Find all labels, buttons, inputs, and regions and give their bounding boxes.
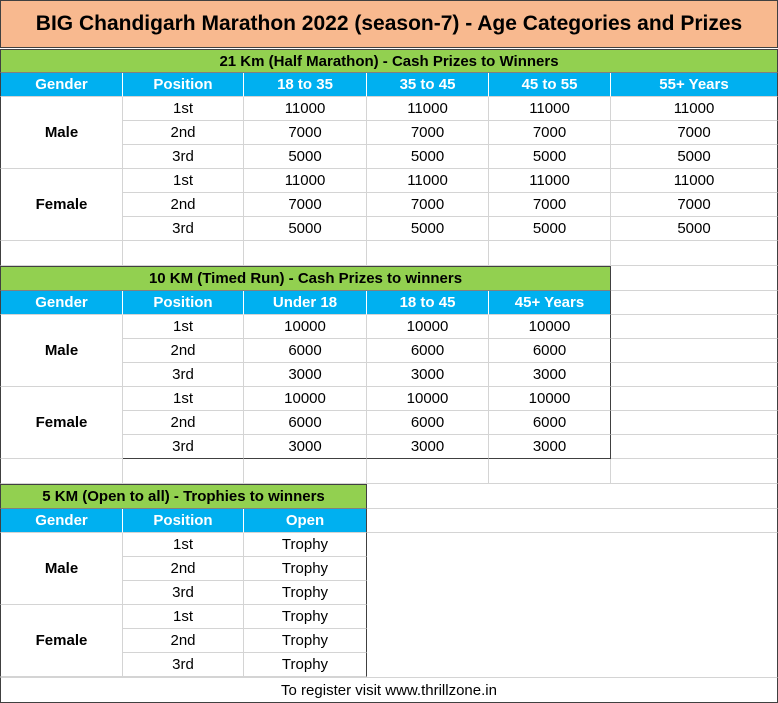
blank-cell <box>611 387 778 411</box>
gender-cell-female: Female <box>0 387 123 459</box>
blank-cell <box>611 241 778 266</box>
position-cell: 3rd <box>123 217 244 241</box>
column-header-position: Position <box>123 509 244 533</box>
column-header-age-group: 45 to 55 <box>489 73 611 97</box>
blank-cell <box>0 459 123 484</box>
prize-cell: 7000 <box>611 121 778 145</box>
blank-cell <box>611 484 778 509</box>
prize-cell: 6000 <box>244 411 367 435</box>
prize-cell: 5000 <box>611 217 778 241</box>
blank-cell <box>0 241 123 266</box>
prize-cell: 11000 <box>611 97 778 121</box>
prize-cell: 11000 <box>489 169 611 193</box>
position-cell: 3rd <box>123 363 244 387</box>
position-cell: 2nd <box>123 629 244 653</box>
blank-cell <box>489 241 611 266</box>
position-cell: 3rd <box>123 581 244 605</box>
prize-cell: 3000 <box>489 363 611 387</box>
column-header-age-group: Under 18 <box>244 291 367 315</box>
prize-cell: Trophy <box>244 533 367 557</box>
column-header-open: Open <box>244 509 367 533</box>
position-cell: 3rd <box>123 145 244 169</box>
prize-cell: 11000 <box>244 169 367 193</box>
sheet-title: BIG Chandigarh Marathon 2022 (season-7) - Age Categories and Prizes <box>0 0 778 48</box>
gender-cell-female: Female <box>0 169 123 241</box>
blank-cell <box>367 241 489 266</box>
blank-cell <box>123 459 244 484</box>
blank-cell <box>611 411 778 435</box>
position-cell: 1st <box>123 169 244 193</box>
blank-cell <box>244 459 367 484</box>
blank-cell <box>611 363 778 387</box>
prize-cell: 7000 <box>244 121 367 145</box>
prize-cell: 11000 <box>489 97 611 121</box>
blank-cell <box>611 509 778 533</box>
prize-cell: 5000 <box>489 217 611 241</box>
prize-cell: 10000 <box>367 387 489 411</box>
column-header-position: Position <box>123 73 244 97</box>
blank-cell <box>367 509 611 533</box>
position-cell: 2nd <box>123 411 244 435</box>
column-header-age-group: 35 to 45 <box>367 73 489 97</box>
section-heading-half-marathon: 21 Km (Half Marathon) - Cash Prizes to Winners <box>0 49 778 73</box>
prize-cell: 10000 <box>244 315 367 339</box>
column-header-position: Position <box>123 291 244 315</box>
column-header-age-group: 18 to 35 <box>244 73 367 97</box>
blank-cell <box>367 533 611 677</box>
column-header-age-group: 18 to 45 <box>367 291 489 315</box>
prize-cell: 3000 <box>244 435 367 459</box>
prize-cell: Trophy <box>244 557 367 581</box>
position-cell: 3rd <box>123 653 244 677</box>
prize-cell: 5000 <box>244 145 367 169</box>
prize-cell: 5000 <box>611 145 778 169</box>
position-cell: 3rd <box>123 435 244 459</box>
section-heading-5km: 5 KM (Open to all) - Trophies to winners <box>0 484 367 509</box>
blank-cell <box>611 291 778 315</box>
blank-cell <box>489 459 611 484</box>
prize-cell: 6000 <box>367 411 489 435</box>
prize-cell: 5000 <box>367 145 489 169</box>
prize-cell: Trophy <box>244 629 367 653</box>
gender-cell-male: Male <box>0 97 123 169</box>
blank-cell <box>611 339 778 363</box>
blank-cell <box>367 484 611 509</box>
prize-cell: 11000 <box>367 97 489 121</box>
blank-cell <box>611 315 778 339</box>
column-header-gender: Gender <box>0 73 123 97</box>
prize-cell: 6000 <box>489 339 611 363</box>
prize-cell: 7000 <box>489 193 611 217</box>
column-header-age-group: 55+ Years <box>611 73 778 97</box>
blank-cell <box>611 435 778 459</box>
position-cell: 2nd <box>123 193 244 217</box>
prize-cell: 11000 <box>611 169 778 193</box>
blank-cell <box>367 459 489 484</box>
prize-cell: 11000 <box>367 169 489 193</box>
prize-cell: 3000 <box>489 435 611 459</box>
prize-cell: Trophy <box>244 605 367 629</box>
prize-cell: 3000 <box>367 363 489 387</box>
position-cell: 1st <box>123 387 244 411</box>
prize-cell: 7000 <box>611 193 778 217</box>
prize-cell: 3000 <box>244 363 367 387</box>
prize-cell: Trophy <box>244 653 367 677</box>
prize-cell: 6000 <box>244 339 367 363</box>
prize-cell: Trophy <box>244 581 367 605</box>
prize-cell: 6000 <box>489 411 611 435</box>
position-cell: 2nd <box>123 339 244 363</box>
prize-cell: 7000 <box>367 193 489 217</box>
prize-cell: 5000 <box>367 217 489 241</box>
position-cell: 1st <box>123 315 244 339</box>
prize-cell: 11000 <box>244 97 367 121</box>
position-cell: 1st <box>123 533 244 557</box>
column-header-age-group: 45+ Years <box>489 291 611 315</box>
blank-cell <box>611 533 778 677</box>
prize-cell: 7000 <box>489 121 611 145</box>
section-heading-timed-run: 10 KM (Timed Run) - Cash Prizes to winners <box>0 266 611 291</box>
blank-cell <box>611 266 778 291</box>
prize-cell: 6000 <box>367 339 489 363</box>
blank-cell <box>123 241 244 266</box>
prize-cell: 10000 <box>367 315 489 339</box>
blank-cell <box>244 241 367 266</box>
position-cell: 2nd <box>123 557 244 581</box>
column-header-gender: Gender <box>0 509 123 533</box>
prize-cell: 10000 <box>244 387 367 411</box>
prize-cell: 10000 <box>489 387 611 411</box>
position-cell: 1st <box>123 97 244 121</box>
prize-cell: 7000 <box>367 121 489 145</box>
prize-cell: 5000 <box>244 217 367 241</box>
gender-cell-male: Male <box>0 533 123 605</box>
gender-cell-female: Female <box>0 605 123 677</box>
prize-cell: 3000 <box>367 435 489 459</box>
prize-cell: 5000 <box>489 145 611 169</box>
prize-cell: 10000 <box>489 315 611 339</box>
position-cell: 1st <box>123 605 244 629</box>
blank-cell <box>611 459 778 484</box>
registration-footer: To register visit www.thrillzone.in <box>0 677 778 703</box>
position-cell: 2nd <box>123 121 244 145</box>
column-header-gender: Gender <box>0 291 123 315</box>
prize-cell: 7000 <box>244 193 367 217</box>
gender-cell-male: Male <box>0 315 123 387</box>
